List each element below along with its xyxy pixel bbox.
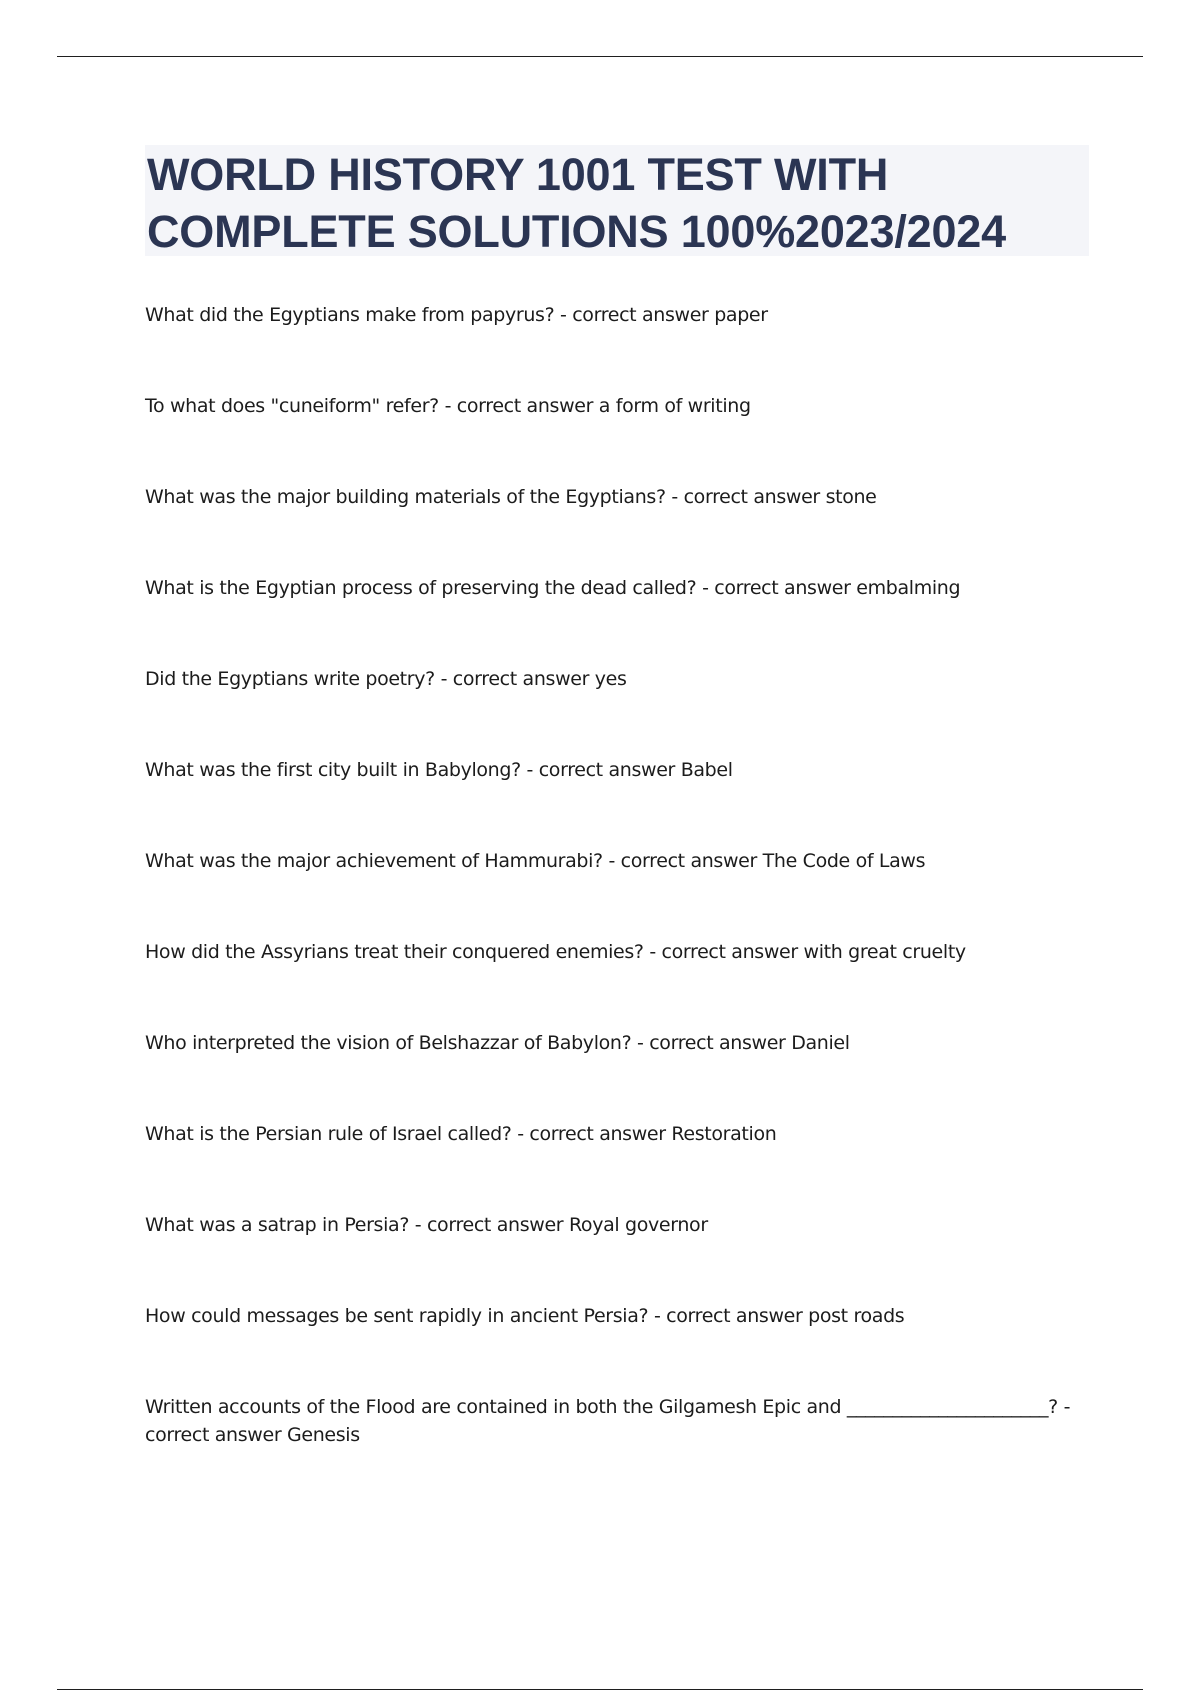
document-title: WORLD HISTORY 1001 TEST WITH COMPLETE SOLUTIONS 100%2023/2024 (147, 149, 1006, 257)
answer-separator: - correct answer (665, 486, 826, 508)
question-text: What did the Egyptians make from papyrus? (145, 304, 555, 326)
question-text: Who interpreted the vision of Belshazzar of Babylon? (145, 1032, 632, 1054)
qa-item (145, 1302, 1085, 1330)
question-text: What was the major achievement of Hammurabi? (145, 850, 603, 872)
bottom-rule (57, 1689, 1143, 1690)
answer-separator: - correct answer (648, 1305, 809, 1327)
answer-separator: - correct answer (554, 304, 715, 326)
answer-text: post roads (808, 1305, 905, 1327)
answer-text: Daniel (791, 1032, 850, 1054)
qa-item (145, 574, 1085, 602)
question-text: What was the first city built in Babylong? (145, 759, 521, 781)
answer-separator: - correct answer (602, 850, 763, 872)
qa-item (145, 1393, 1085, 1449)
qa-item (145, 392, 1085, 420)
answer-separator: - correct answer (409, 1214, 569, 1236)
question-text: What is the Egyptian process of preserving the dead called? (145, 577, 697, 599)
answer-text: paper (714, 304, 768, 326)
qa-item (145, 301, 1085, 329)
answer-text: Restoration (671, 1123, 777, 1145)
answer-separator: - correct answer (520, 759, 681, 781)
qa-item (145, 1120, 1085, 1148)
question-text: What was the major building materials of the Egyptians? (145, 486, 666, 508)
answer-separator: - correct answer (511, 1123, 672, 1145)
qa-item (145, 756, 1085, 784)
question-text: What is the Persian rule of Israel called? (145, 1123, 512, 1145)
question-text: To what does "cuneiform" refer? (145, 395, 439, 417)
answer-text: Genesis (286, 1424, 360, 1446)
qa-item (145, 847, 1085, 875)
question-text: Did the Egyptians write poetry? (145, 668, 435, 690)
answer-separator: - correct answer (696, 577, 857, 599)
question-text: How could messages be sent rapidly in ancient Persia? (145, 1305, 649, 1327)
answer-separator: - correct answer (631, 1032, 792, 1054)
question-text: Written accounts of the Flood are contained in both the Gilgamesh Epic and ______________________? (145, 1396, 1058, 1418)
answer-text: yes (594, 668, 627, 690)
qa-item (145, 665, 1085, 693)
answer-text: with great cruelty (803, 941, 966, 963)
answer-separator: - correct answer (434, 668, 595, 690)
answer-text: Babel (680, 759, 733, 781)
answer-separator: - correct answer (643, 941, 804, 963)
qa-item (145, 1211, 1085, 1239)
question-text: How did the Assyrians treat their conquered enemies? (145, 941, 644, 963)
answer-text: The Code of Laws (762, 850, 926, 872)
question-text: What was a satrap in Persia? (145, 1214, 410, 1236)
answer-text: Royal governor (568, 1214, 708, 1236)
qa-item (145, 1029, 1085, 1057)
answer-text: a form of writing (598, 395, 751, 417)
answer-separator: - correct answer (438, 395, 599, 417)
qa-item (145, 938, 1085, 966)
answer-text: stone (825, 486, 877, 508)
top-rule (57, 56, 1143, 57)
answer-text: embalming (856, 577, 961, 599)
qa-item (145, 483, 1085, 511)
answer-separator: - correct answer (145, 1396, 1071, 1446)
